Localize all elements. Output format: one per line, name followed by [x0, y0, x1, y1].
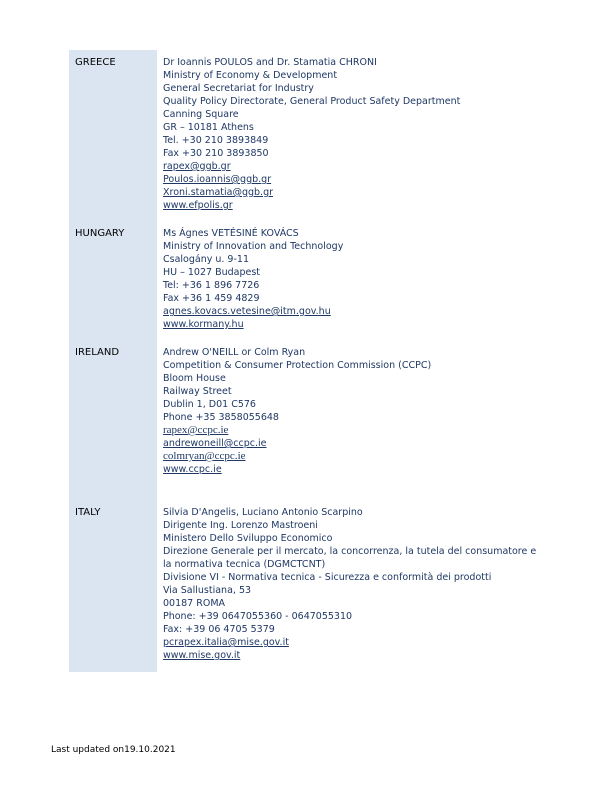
- country-greece: GREECE: [75, 57, 116, 68]
- contact-name: Ms Ágnes VETÉSINÉ KOVÁCS: [163, 228, 299, 239]
- contacts-table: [69, 50, 550, 672]
- email-link[interactable]: rapex@ccpc.ie: [163, 424, 229, 436]
- website-link[interactable]: www.kormany.hu: [163, 319, 244, 330]
- website-link[interactable]: www.efpolis.gr: [163, 200, 233, 211]
- country-column: [69, 50, 157, 672]
- contact-name: Dr Ioannis POULOS and Dr. Stamatia CHRONI: [163, 57, 377, 68]
- phone: Tel: +36 1 896 7726: [163, 280, 260, 291]
- ministry: Ministry of Economy & Development: [163, 70, 338, 81]
- building: Bloom House: [163, 373, 226, 384]
- last-updated-footer: Last updated on19.10.2021: [51, 745, 176, 755]
- directorate: Quality Policy Directorate, General Product Safety Department: [163, 96, 461, 107]
- contact-name: Silvia D'Angelis, Luciano Antonio Scarpino: [163, 507, 363, 518]
- email-link[interactable]: andrewoneill@ccpc.ie: [163, 438, 267, 449]
- website-link[interactable]: www.ccpc.ie: [163, 464, 222, 475]
- country-ireland: IRELAND: [75, 347, 120, 358]
- fax: Fax +30 210 3893850: [163, 148, 269, 159]
- website-link[interactable]: www.mise.gov.it: [163, 650, 241, 661]
- street: Csalogány u. 9-11: [163, 254, 249, 265]
- email-link[interactable]: agnes.kovacs.vetesine@itm.gov.hu: [163, 306, 331, 317]
- country-hungary: HUNGARY: [75, 228, 125, 239]
- city: 00187 ROMA: [163, 598, 226, 609]
- city: Dublin 1, D01 C576: [163, 399, 256, 410]
- email-link[interactable]: Xroni.stamatia@ggb.gr: [163, 187, 274, 198]
- country-italy: ITALY: [75, 507, 101, 518]
- director: Dirigente Ing. Lorenzo Mastroeni: [163, 520, 318, 531]
- contact-block-greece: [163, 56, 543, 212]
- street: Canning Square: [163, 109, 239, 120]
- fax: Fax +36 1 459 4829: [163, 293, 260, 304]
- phone: Phone: +39 0647055360 - 0647055310: [163, 611, 353, 622]
- email-link[interactable]: colmryan@ccpc.ie: [163, 450, 246, 462]
- city: HU – 1027 Budapest: [163, 267, 261, 278]
- ministry: Ministry of Innovation and Technology: [163, 241, 344, 252]
- city: GR – 10181 Athens: [163, 122, 254, 133]
- contact-name: Andrew O'NEILL or Colm Ryan: [163, 347, 306, 358]
- ministry: Ministero Dello Sviluppo Economico: [163, 533, 333, 544]
- phone: Tel. +30 210 3893849: [163, 135, 269, 146]
- fax: Fax: +39 06 4705 5379: [163, 624, 275, 635]
- street: Via Sallustiana, 53: [163, 585, 252, 596]
- organisation: Competition & Consumer Protection Commission (CCPC): [163, 360, 432, 371]
- contact-block-hungary: [163, 227, 543, 331]
- directorate: Direzione Generale per il mercato, la concorrenza, la tutela del consumatore e la normativa tecnica (DGMCTCNT): [163, 546, 537, 570]
- email-link[interactable]: Poulos.ioannis@ggb.gr: [163, 174, 272, 185]
- street: Railway Street: [163, 386, 232, 397]
- email-link[interactable]: pcrapex.italia@mise.gov.it: [163, 637, 289, 648]
- phone: Phone +35 3858055648: [163, 412, 279, 423]
- division: Divisione VI - Normativa tecnica - Sicurezza e conformità dei prodotti: [163, 572, 492, 583]
- contact-block-ireland: [163, 346, 543, 476]
- contact-block-italy: [163, 506, 543, 662]
- email-link[interactable]: rapex@ggb.gr: [163, 161, 231, 172]
- department: General Secretariat for Industry: [163, 83, 314, 94]
